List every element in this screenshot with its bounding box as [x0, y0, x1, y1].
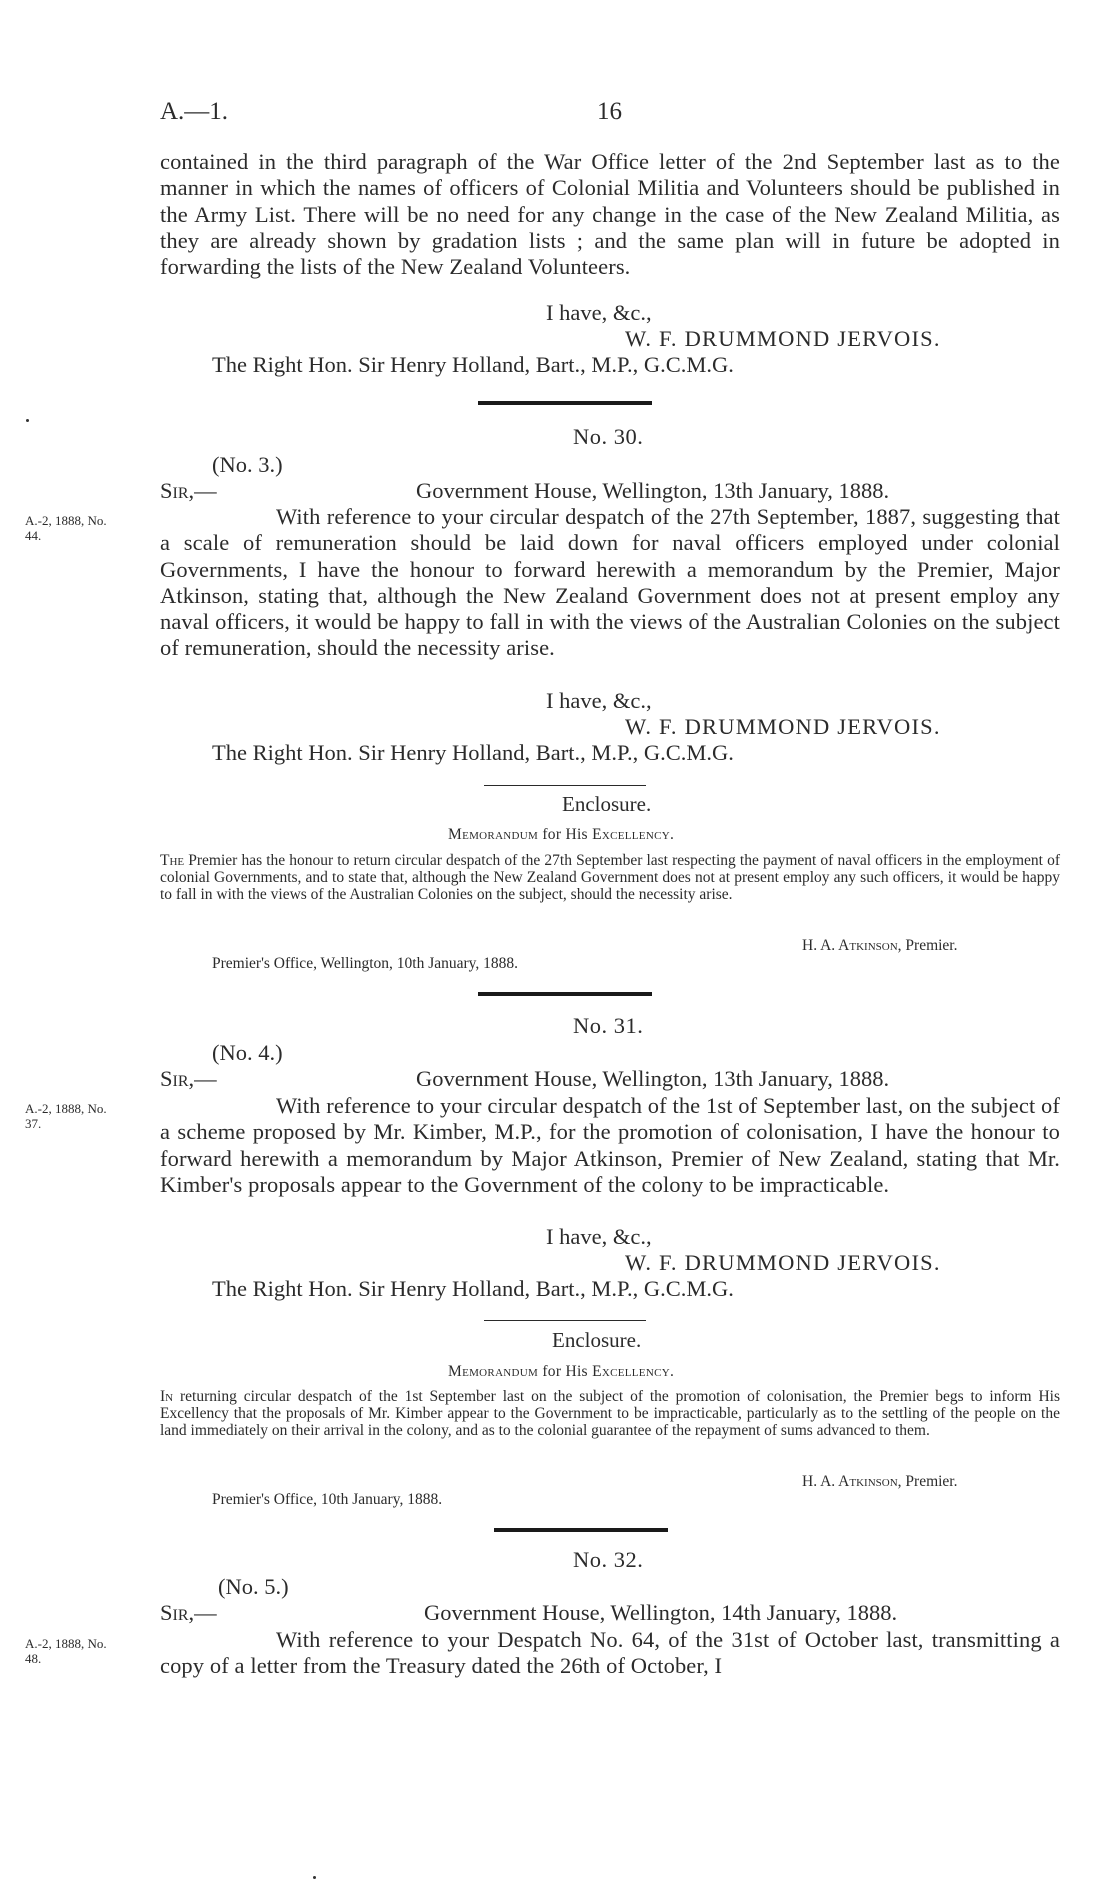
- section-rule: [494, 1528, 668, 1532]
- section-rule: [478, 401, 652, 405]
- enclosure-office: Premier's Office, Wellington, 10th January, 1888.: [212, 955, 519, 972]
- enclosure-rule: [484, 785, 646, 786]
- despatch-ref: (No. 4.): [212, 1040, 283, 1065]
- enclosure-office: Premier's Office, 10th January, 1888.: [212, 1491, 443, 1508]
- despatch-closing: I have, &c.,: [546, 1224, 652, 1249]
- despatch-signature: W. F. DRUMMOND JERVOIS.: [625, 1250, 941, 1275]
- section-rule: [478, 992, 652, 996]
- despatch-addressee: The Right Hon. Sir Henry Holland, Bart., M.P., G.C.M.G.: [212, 1276, 734, 1301]
- intro-text: contained in the third paragraph of the War Office letter of the 2nd September last as to the manner in which the names of officers of Colonial Militia and Volunteers should be published in the Army List. There will be no need for any change in the case of the New Zealand Militia, as they are already shown by gradation lists ; and the same plan will in future be adopted in forwarding the lists of the New Zealand Volunteers.: [160, 149, 1060, 280]
- salutation: Sir,—: [160, 1600, 217, 1625]
- despatch-text: With reference to your Despatch No. 64, of the 31st of October last, transmitting a copy of a letter from the Treasury dated the 26th of October, I: [160, 1627, 1060, 1679]
- enclosure-body: [160, 1389, 1060, 1439]
- enclosure-rule: [484, 1320, 646, 1321]
- despatch-number: No. 31.: [573, 1013, 644, 1038]
- memo-mid: for His: [542, 826, 588, 843]
- place-date: Government House, Wellington, 13th January, 1888.: [416, 478, 890, 503]
- enclosure-text: Premier has the honour to return circular despatch of the 27th September last respecting the payment of naval officers in the employment of colonial Governments, and to state that, although the New Zealand Government does not at present employ any such officers, it would be happy to fall in with the views of the Australian Colonies on the subject, should the necessity arise.: [160, 852, 1061, 903]
- document-code: A.—1.: [160, 98, 229, 125]
- intro-paragraph: [160, 149, 1060, 280]
- enclosure-body: [160, 853, 1060, 903]
- enclosure-lead: The: [160, 852, 185, 869]
- page-speck: [313, 1876, 316, 1879]
- intro-addressee: The Right Hon. Sir Henry Holland, Bart., M.P., G.C.M.G.: [212, 352, 734, 377]
- despatch-addressee: The Right Hon. Sir Henry Holland, Bart., M.P., G.C.M.G.: [212, 740, 734, 765]
- intro-signature: W. F. DRUMMOND JERVOIS.: [625, 326, 941, 351]
- enclosure-signer: [802, 1473, 958, 1491]
- despatch-closing: I have, &c.,: [546, 688, 652, 713]
- enclosure-signer: [802, 937, 958, 955]
- despatch-body: [160, 1093, 1060, 1198]
- margin-note: A.-2, 1888, No. 48.: [25, 1636, 107, 1666]
- memo-heading: [448, 826, 674, 844]
- despatch-ref: (No. 3.): [212, 452, 283, 477]
- margin-note: A.-2, 1888, No. 37.: [25, 1101, 107, 1131]
- enclosure-lead: In: [160, 1388, 174, 1405]
- memo-lead: Memorandum: [448, 1363, 539, 1380]
- place-date: Government House, Wellington, 13th January, 1888.: [416, 1066, 890, 1091]
- page-speck: [26, 419, 29, 422]
- place-date: Government House, Wellington, 14th January, 1888.: [424, 1600, 898, 1625]
- margin-note: A.-2, 1888, No. 44.: [25, 513, 107, 543]
- salutation: Sir,—: [160, 478, 217, 503]
- signer-title: Premier.: [905, 1473, 958, 1490]
- despatch-signature: W. F. DRUMMOND JERVOIS.: [625, 714, 941, 739]
- page-number: 16: [597, 98, 622, 125]
- salutation: Sir,—: [160, 1066, 217, 1091]
- despatch-text: With reference to your circular despatch of the 1st of September last, on the subject of a scheme proposed by Mr. Kimber, M.P., for the promotion of colonisation, I have the honour to forward herewith a memorandum by Major Atkinson, Premier of New Zealand, stating that Mr. Kimber's proposals appear to the Government of the colony to be impracticable.: [160, 1093, 1060, 1197]
- despatch-ref: (No. 5.): [218, 1574, 289, 1599]
- memo-tail: Excellency.: [592, 826, 675, 843]
- memo-heading: [448, 1363, 674, 1381]
- enclosure-text: returning circular despatch of the 1st September last on the subject of the promotion of colonisation, the Premier begs to inform His Excellency that the proposals of Mr. Kimber appear to the Government to be impracticable, particularly as to the settling of the people on the land immediately on their arrival in the colony, and as to the colonial guarantee of the repayment of sums advanced to them.: [160, 1388, 1061, 1439]
- signer-title: Premier.: [905, 937, 958, 954]
- intro-closing: I have, &c.,: [546, 300, 652, 325]
- despatch-body: [160, 1627, 1060, 1680]
- memo-mid: for His: [542, 1363, 588, 1380]
- enclosure-title: Enclosure.: [562, 792, 652, 816]
- despatch-number: No. 32.: [573, 1547, 644, 1572]
- despatch-text: With reference to your circular despatch of the 27th September, 1887, suggesting that a scale of remuneration should be laid down for naval officers employed under colonial Governments, I have the honour to forward herewith a memorandum by the Premier, Major Atkinson, stating that, although the New Zealand Government does not at present employ any naval officers, it would be happy to fall in with the views of the Australian Colonies on the subject of remuneration, should the necessity arise.: [160, 504, 1060, 661]
- enclosure-title: Enclosure.: [552, 1328, 642, 1352]
- despatch-number: No. 30.: [573, 424, 644, 449]
- despatch-body: [160, 504, 1060, 662]
- memo-tail: Excellency.: [592, 1363, 675, 1380]
- memo-lead: Memorandum: [448, 826, 539, 843]
- signer-name: H. A. Atkinson,: [802, 1473, 902, 1490]
- signer-name: H. A. Atkinson,: [802, 937, 902, 954]
